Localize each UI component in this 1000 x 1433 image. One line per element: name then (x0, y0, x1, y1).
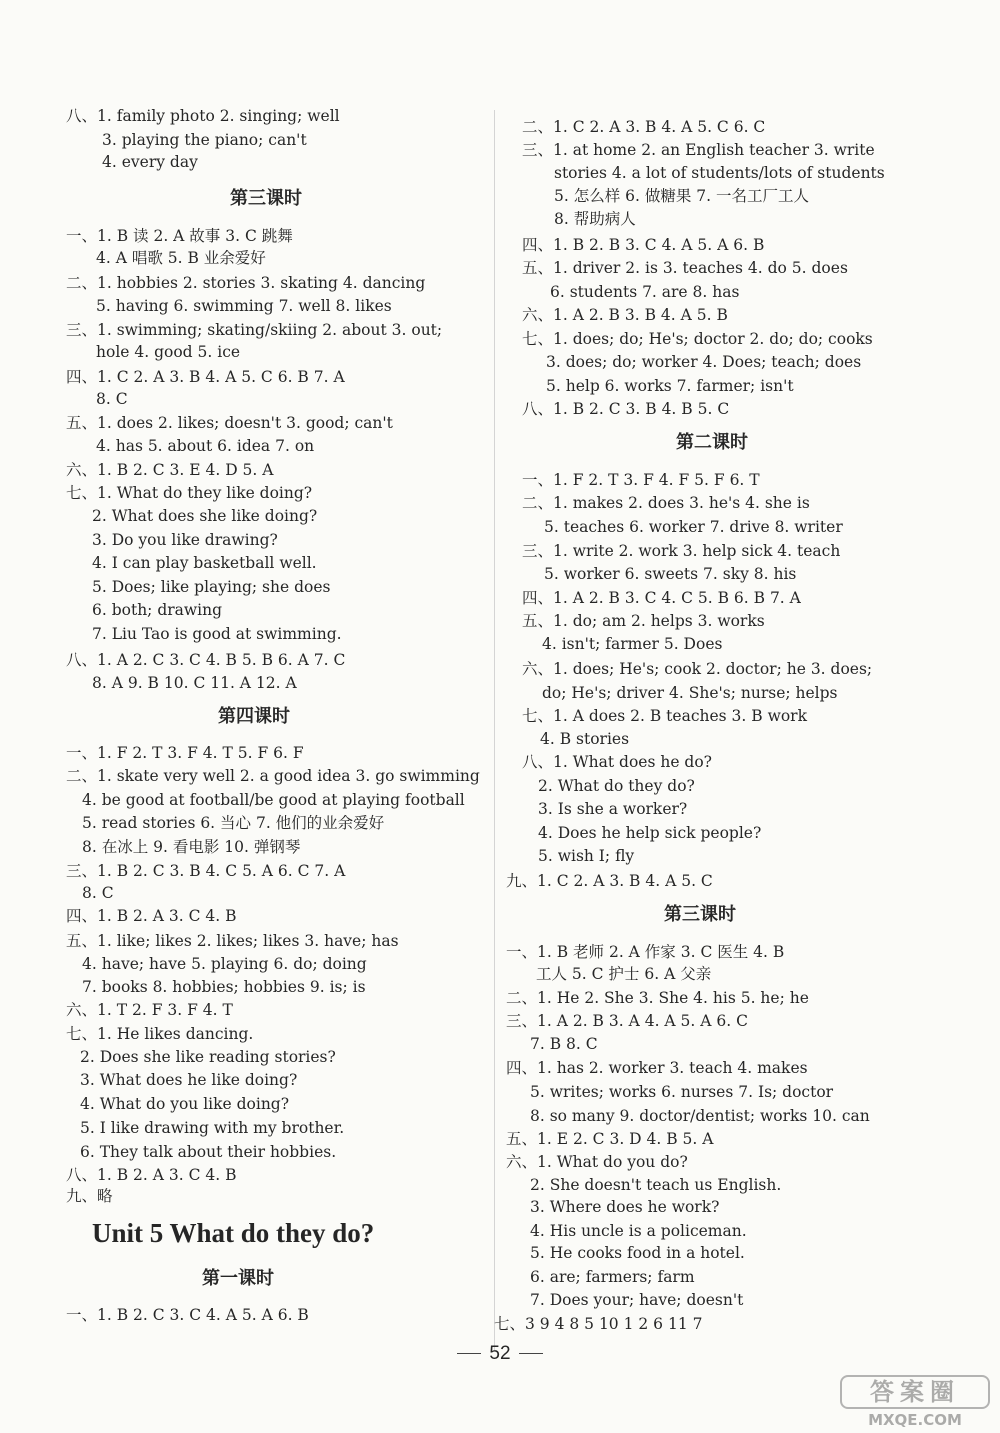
answer-line: 3. playing the piano; can't (102, 131, 307, 149)
answer-line: 7. B 8. C (530, 1035, 598, 1053)
answer-line: 三、1. write 2. work 3. help sick 4. teach (522, 542, 841, 560)
lesson-heading: 第三课时 (664, 904, 736, 925)
answer-line: 九、1. C 2. A 3. B 4. A 5. C (506, 872, 713, 890)
answer-line: 五、1. like; likes 2. likes; likes 3. have; has (66, 932, 399, 950)
answer-line: 五、1. does 2. likes; doesn't 3. good; can't (66, 414, 393, 432)
page-number-value: 52 (489, 1343, 511, 1364)
answer-line: 四、1. B 2. A 3. C 4. B (66, 907, 237, 925)
watermark-logo-text: 答案圈 (840, 1375, 990, 1409)
answer-line: 4. has 5. about 6. idea 7. on (96, 437, 315, 455)
answer-line: 八、1. What does he do? (522, 753, 712, 771)
answer-line: 8. 帮助病人 (554, 210, 636, 228)
answer-line: 八、1. family photo 2. singing; well (66, 107, 340, 125)
answer-line: 3. Is she a worker? (538, 800, 688, 818)
answer-line: 7. Liu Tao is good at swimming. (92, 625, 342, 643)
answer-line: 4. B stories (540, 730, 630, 748)
answer-line: 4. every day (102, 153, 198, 171)
answer-line: 六、1. B 2. C 3. E 4. D 5. A (66, 461, 274, 479)
answer-line: 三、1. swimming; skating/skiing 2. about 3. out; (66, 321, 443, 339)
answer-line: 八、1. B 2. C 3. B 4. B 5. C (522, 400, 730, 418)
answer-line: 4. What do you like doing? (80, 1095, 290, 1113)
answer-line: 九、略 (66, 1187, 113, 1205)
answer-line: 5. 怎么样 6. 做糖果 7. 一名工厂工人 (554, 187, 810, 205)
answer-line: 5. I like drawing with my brother. (80, 1119, 345, 1137)
answer-line: 七、3 9 4 8 5 10 1 2 6 11 7 (494, 1315, 703, 1333)
answer-line: 八、1. A 2. C 3. C 4. B 5. B 6. A 7. C (66, 651, 346, 669)
answer-line: 三、1. A 2. B 3. A 4. A 5. A 6. C (506, 1012, 748, 1030)
answer-line: 二、1. hobbies 2. stories 3. skating 4. dancing (66, 274, 426, 292)
answer-line: stories 4. a lot of students/lots of students (554, 164, 885, 182)
answer-line: 5. help 6. works 7. farmer; isn't (546, 377, 794, 395)
answer-line: 七、1. A does 2. B teaches 3. B work (522, 707, 807, 725)
page-number-dash-right (519, 1353, 543, 1354)
answer-line: 5. He cooks food in a hotel. (530, 1244, 745, 1262)
answer-line: 5. wish I; fly (538, 847, 635, 865)
answer-line: 二、1. He 2. She 3. She 4. his 5. he; he (506, 989, 809, 1007)
page-number-dash-left (457, 1353, 481, 1354)
lesson-heading: 第四课时 (218, 706, 290, 727)
watermark-url: MXQE.COM (868, 1411, 962, 1429)
answer-line: 3. Do you like drawing? (92, 531, 278, 549)
answer-line: 6. are; farmers; farm (530, 1268, 695, 1286)
answer-line: 5. read stories 6. 当心 7. 他们的业余爱好 (82, 814, 385, 832)
answer-line: hole 4. good 5. ice (96, 343, 241, 361)
answer-line: 8. 在冰上 9. 看电影 10. 弹钢琴 (82, 838, 301, 856)
answer-line: 五、1. driver 2. is 3. teaches 4. do 5. does (522, 259, 848, 277)
answer-line: 一、1. B 2. C 3. C 4. A 5. A 6. B (66, 1306, 309, 1324)
answer-line: 二、1. makes 2. does 3. he's 4. she is (522, 494, 810, 512)
answer-line: 八、1. B 2. A 3. C 4. B (66, 1166, 237, 1184)
answer-line: 七、1. What do they like doing? (66, 484, 313, 502)
column-divider (494, 110, 495, 1350)
answer-line: 一、1. B 老师 2. A 作家 3. C 医生 4. B (506, 943, 785, 961)
answer-line: do; He's; driver 4. She's; nurse; helps (542, 684, 838, 702)
answer-line: 5. Does; like playing; she does (92, 578, 331, 596)
answer-line: 四、1. has 2. worker 3. teach 4. makes (506, 1059, 808, 1077)
answer-line: 6. both; drawing (92, 601, 223, 619)
answer-line: 六、1. A 2. B 3. B 4. A 5. B (522, 306, 728, 324)
answer-line: 五、1. E 2. C 3. D 4. B 5. A (506, 1130, 714, 1148)
page-number (0, 1342, 1000, 1366)
answer-line: 7. books 8. hobbies; hobbies 9. is; is (82, 978, 366, 996)
answer-line: 8. C (96, 390, 128, 408)
answer-line: 4. I can play basketball well. (92, 554, 317, 572)
answer-line: 3. does; do; worker 4. Does; teach; does (546, 353, 862, 371)
watermark-logo (840, 1375, 990, 1430)
answer-line: 4. have; have 5. playing 6. do; doing (82, 955, 367, 973)
answer-line: 六、1. does; He's; cook 2. doctor; he 3. does; (522, 660, 873, 678)
answer-line: 4. A 唱歌 5. B 业余爱好 (96, 249, 266, 267)
answer-line: 5. worker 6. sweets 7. sky 8. his (544, 565, 797, 583)
answer-line: 四、1. A 2. B 3. C 4. C 5. B 6. B 7. A (522, 589, 801, 607)
answer-line: 4. isn't; farmer 5. Does (542, 635, 723, 653)
answer-line: 2. Does she like reading stories? (80, 1048, 336, 1066)
answer-line: 5. teaches 6. worker 7. drive 8. writer (544, 518, 843, 536)
answer-line: 二、1. skate very well 2. a good idea 3. go swimming (66, 767, 480, 785)
answer-line: 七、1. He likes dancing. (66, 1025, 254, 1043)
answer-line: 4. His uncle is a policeman. (530, 1222, 747, 1240)
answer-line: 8. A 9. B 10. C 11. A 12. A (92, 674, 297, 692)
answer-line: 2. What do they do? (538, 777, 695, 795)
answer-line: 一、1. F 2. T 3. F 4. T 5. F 6. F (66, 744, 304, 762)
answer-line: 8. C (82, 884, 114, 902)
answer-line: 6. They talk about their hobbies. (80, 1143, 337, 1161)
answer-line: 4. be good at football/be good at playing football (82, 791, 465, 809)
answer-line: 五、1. do; am 2. helps 3. works (522, 612, 765, 630)
answer-line: 6. students 7. are 8. has (550, 283, 740, 301)
answer-line: 一、1. B 读 2. A 故事 3. C 跳舞 (66, 227, 293, 245)
answer-line: 二、1. C 2. A 3. B 4. A 5. C 6. C (522, 118, 766, 136)
answer-line: 六、1. T 2. F 3. F 4. T (66, 1001, 233, 1019)
answer-line: 三、1. at home 2. an English teacher 3. write (522, 141, 875, 159)
answer-line: 三、1. B 2. C 3. B 4. C 5. A 6. C 7. A (66, 862, 346, 880)
answer-line: 5. having 6. swimming 7. well 8. likes (96, 297, 392, 315)
answer-line: 5. writes; works 6. nurses 7. Is; doctor (530, 1083, 834, 1101)
lesson-heading: 第一课时 (202, 1268, 274, 1289)
answer-line: 7. Does your; have; doesn't (530, 1291, 744, 1309)
lesson-heading: 第三课时 (230, 188, 302, 209)
answer-line: 3. What does he like doing? (80, 1071, 298, 1089)
answer-line: 四、1. C 2. A 3. B 4. A 5. C 6. B 7. A (66, 368, 345, 386)
answer-line: 4. Does he help sick people? (538, 824, 762, 842)
answer-line: 2. She doesn't teach us English. (530, 1176, 782, 1194)
lesson-heading: 第二课时 (676, 432, 748, 453)
answer-line: 2. What does she like doing? (92, 507, 318, 525)
unit-title: Unit 5 What do they do? (92, 1218, 375, 1248)
answer-line: 工人 5. C 护士 6. A 父亲 (536, 965, 712, 983)
answer-line: 七、1. does; do; He's; doctor 2. do; do; cooks (522, 330, 873, 348)
answer-line: 3. Where does he work? (530, 1198, 720, 1216)
answer-line: 8. so many 9. doctor/dentist; works 10. can (530, 1107, 870, 1125)
answer-line: 六、1. What do you do? (506, 1153, 688, 1171)
answer-line: 一、1. F 2. T 3. F 4. F 5. F 6. T (522, 471, 760, 489)
answer-line: 四、1. B 2. B 3. C 4. A 5. A 6. B (522, 236, 765, 254)
